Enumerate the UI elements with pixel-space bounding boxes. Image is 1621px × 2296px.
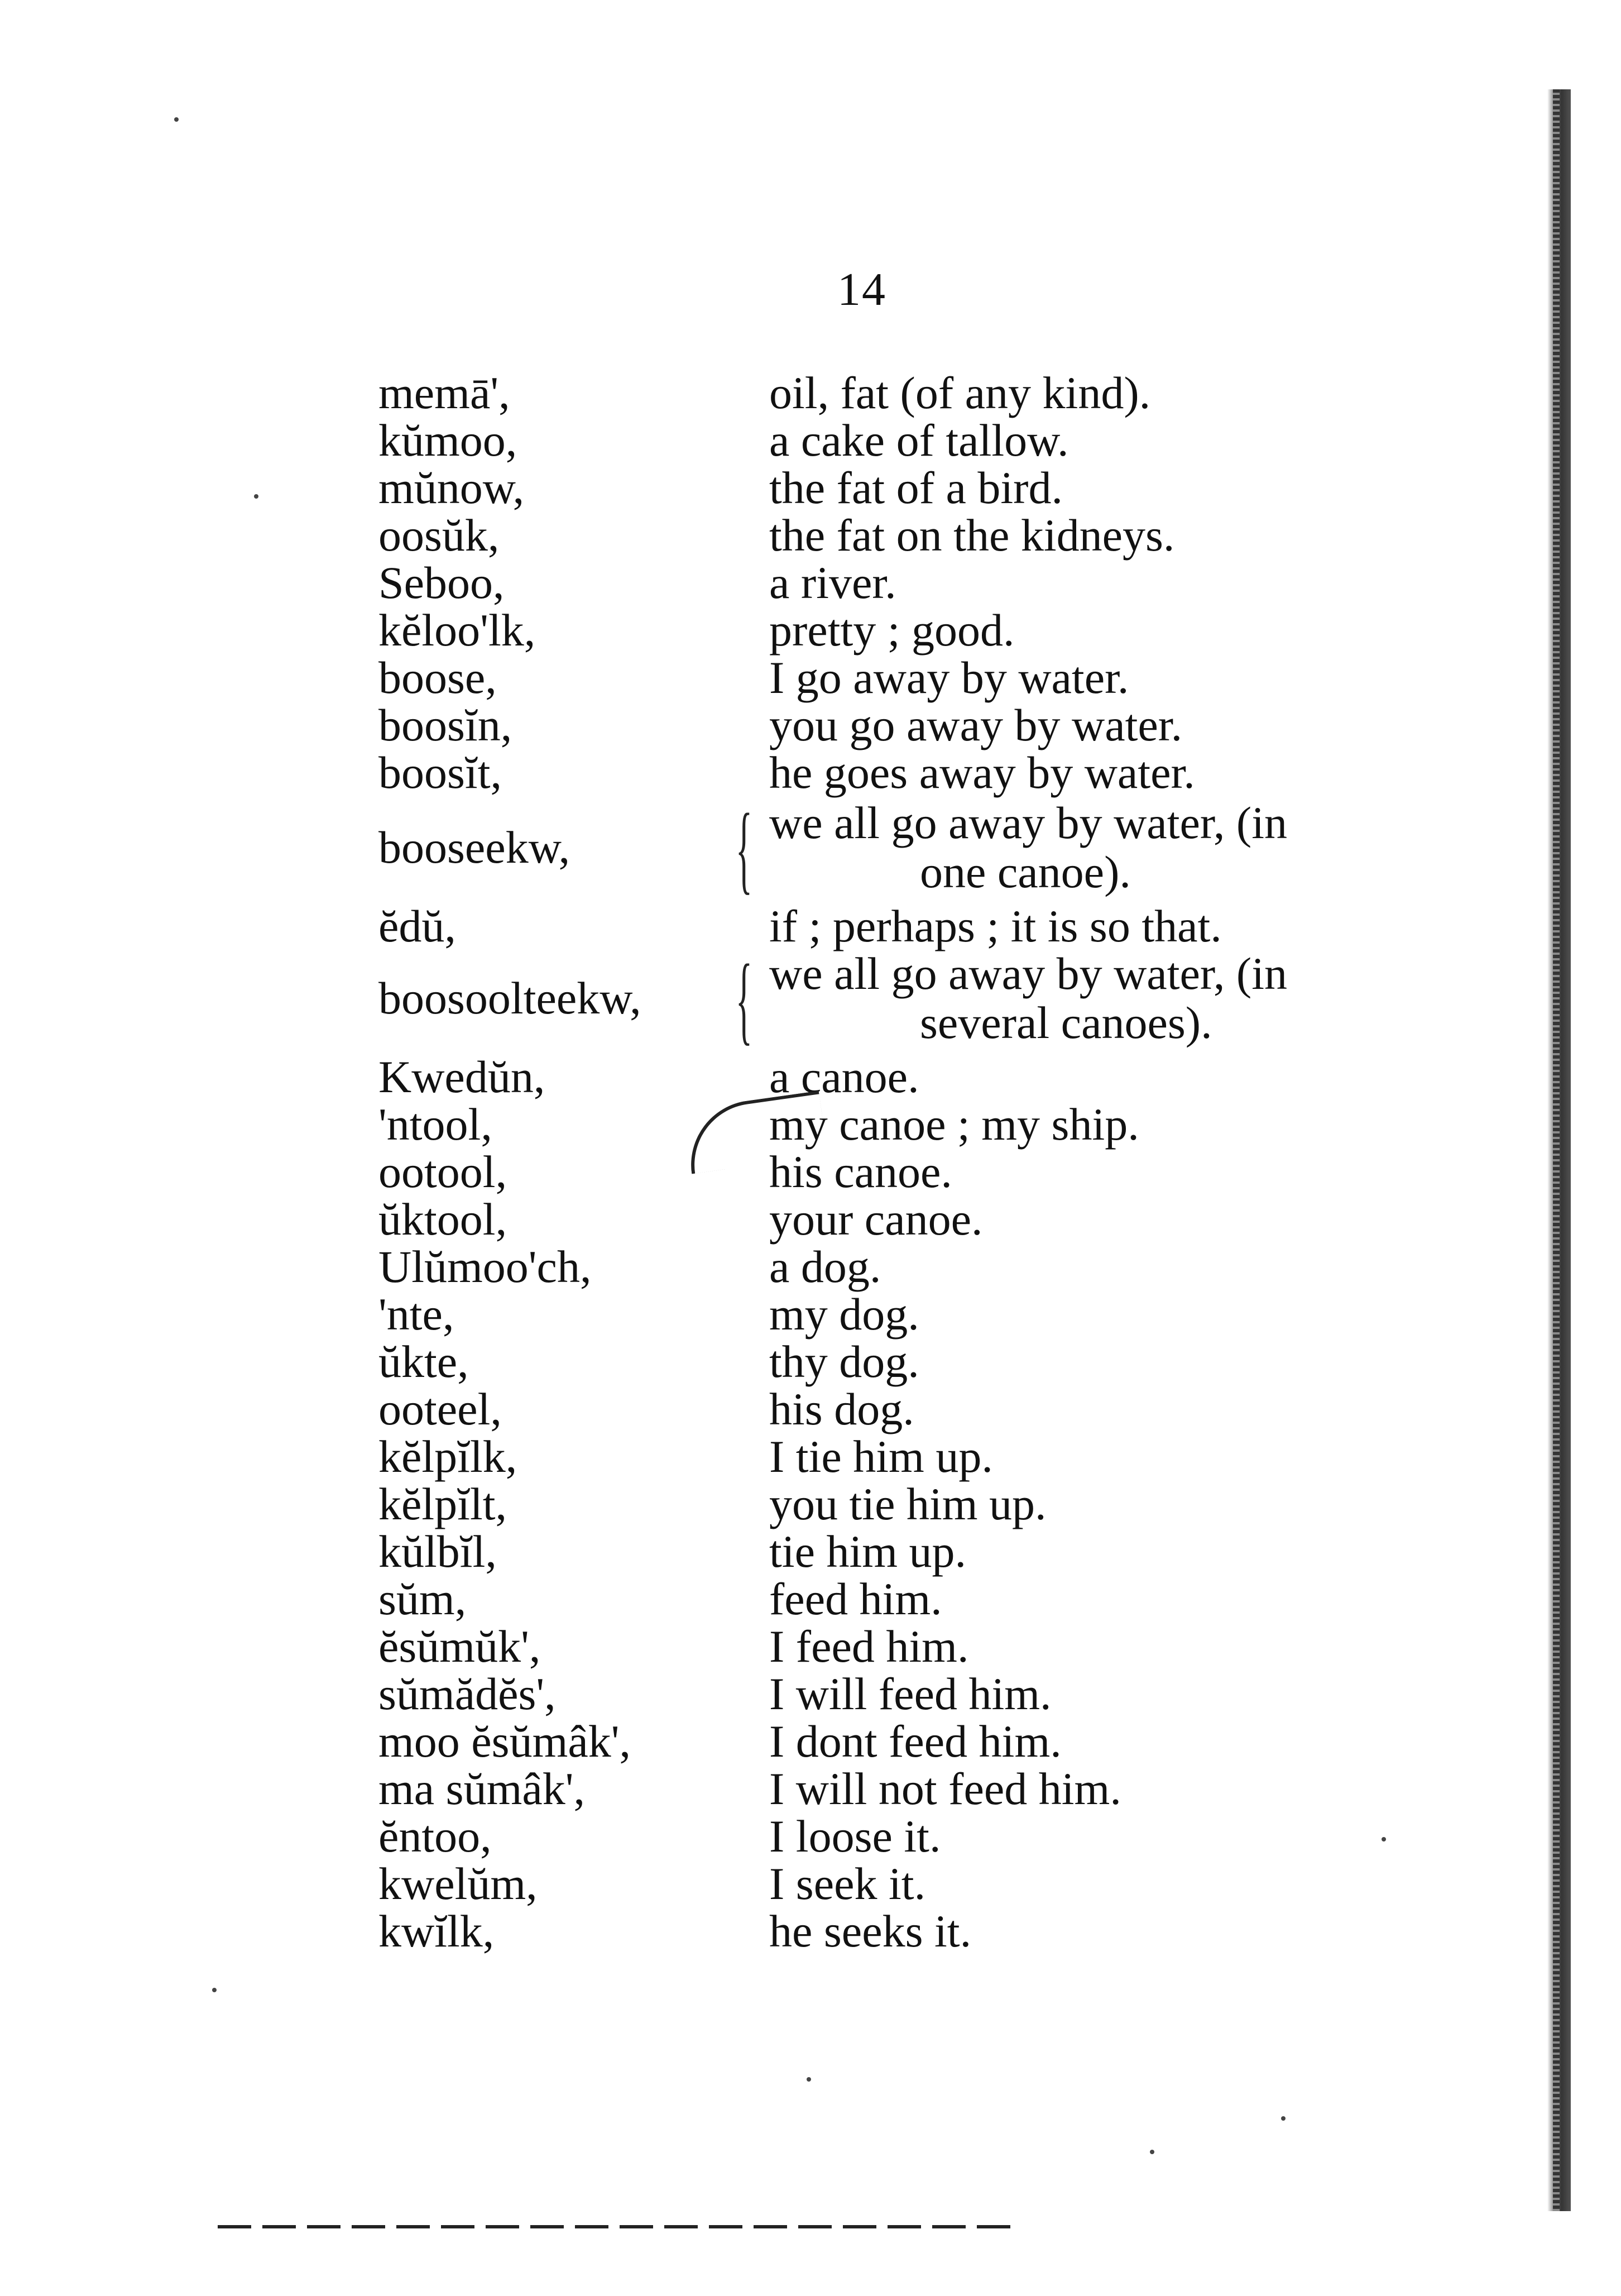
entry-gloss: your canoe. <box>769 1194 983 1245</box>
brace-mark: { <box>736 793 752 903</box>
entry-term: Kwedŭn, <box>378 1051 545 1102</box>
entry-term: boose, <box>378 652 497 703</box>
entry-term: kĕlpĭlt, <box>378 1479 507 1529</box>
entry-term: memā', <box>378 367 510 418</box>
page-edge-shadow <box>1547 89 1571 2211</box>
entry-term: ĕdŭ, <box>378 901 456 951</box>
entry-term: 'nte, <box>378 1289 454 1340</box>
entry-gloss: I will feed him. <box>769 1668 1052 1719</box>
entry-gloss: thy dog. <box>769 1336 919 1387</box>
entry-gloss: he seeks it. <box>769 1906 972 1957</box>
entry-gloss: he goes away by water. <box>769 747 1195 798</box>
entry-term: boosĭn, <box>378 700 512 750</box>
entry-gloss: a canoe. <box>769 1051 919 1102</box>
ink-speck <box>254 494 258 499</box>
entry-gloss: if ; perhaps ; it is so that. <box>769 901 1222 951</box>
entry-gloss: his dog. <box>769 1384 914 1434</box>
entry-gloss: I go away by water. <box>769 652 1129 703</box>
entry-term: ĕntoo, <box>378 1811 492 1862</box>
entry-term: oosŭk, <box>378 510 500 561</box>
entry-gloss <box>769 798 1287 897</box>
entry-term: mŭnow, <box>378 462 525 513</box>
gloss-line-1: we all go away by water, (in <box>769 797 1287 848</box>
gloss-line-1: we all go away by water, (in <box>769 948 1287 999</box>
entry-term: Seboo, <box>378 557 505 608</box>
entry-term: boosoolteekw, <box>378 973 641 1023</box>
entry-gloss: oil, fat (of any kind). <box>769 367 1151 418</box>
entry-gloss: his canoe. <box>769 1146 952 1197</box>
ink-speck <box>807 2077 811 2082</box>
gloss-line-2: one canoe). <box>920 846 1131 897</box>
entry-gloss: the fat on the kidneys. <box>769 510 1175 561</box>
entry-gloss: I tie him up. <box>769 1431 993 1482</box>
entry-term: ooteel, <box>378 1384 502 1434</box>
entry-gloss: a river. <box>769 557 896 608</box>
entry-term: ŭkte, <box>378 1336 469 1387</box>
ink-speck <box>1281 2116 1286 2121</box>
entry-term: booseekw, <box>378 822 570 873</box>
entry-gloss: I loose it. <box>769 1811 941 1862</box>
ink-speck <box>1150 2150 1154 2154</box>
ink-speck <box>1382 1837 1386 1841</box>
entry-term: kwĭlk, <box>378 1906 495 1957</box>
footer-dashed-rule <box>218 2225 1021 2228</box>
entry-gloss: feed him. <box>769 1573 942 1624</box>
entry-gloss: tie him up. <box>769 1526 967 1577</box>
entry-gloss: I will not feed him. <box>769 1763 1121 1814</box>
entry-term: kŭmoo, <box>378 415 517 466</box>
entry-gloss: I dont feed him. <box>769 1716 1062 1767</box>
entry-term: ŭktool, <box>378 1194 507 1245</box>
entry-term: 'ntool, <box>378 1099 492 1150</box>
entry-term: kŭlbĭl, <box>378 1526 497 1577</box>
entry-term: sŭm, <box>378 1573 467 1624</box>
entry-term: kwelŭm, <box>378 1858 538 1909</box>
entry-term: kĕlpĭlk, <box>378 1431 517 1482</box>
entry-term: ĕsŭmŭk', <box>378 1621 541 1672</box>
entry-gloss: pretty ; good. <box>769 605 1015 656</box>
entry-term: ma sŭmâk', <box>378 1763 586 1814</box>
entry-gloss: I feed him. <box>769 1621 969 1672</box>
entry-gloss: my dog. <box>769 1289 919 1340</box>
entry-gloss: a dog. <box>769 1241 881 1292</box>
page-number: 14 <box>837 264 886 315</box>
entry-gloss: you go away by water. <box>769 700 1183 750</box>
entry-term: kĕloo'lk, <box>378 605 536 656</box>
entry-gloss: my canoe ; my ship. <box>769 1099 1139 1150</box>
gloss-line-2: several canoes). <box>920 997 1212 1048</box>
entry-gloss: a cake of tallow. <box>769 415 1069 466</box>
entry-term: ootool, <box>378 1146 507 1197</box>
entry-gloss: you tie him up. <box>769 1479 1047 1529</box>
entry-gloss <box>769 949 1287 1047</box>
entry-term: moo ĕsŭmâk', <box>378 1716 631 1767</box>
entry-term: boosĭt, <box>378 747 502 798</box>
ink-speck <box>174 117 179 122</box>
ink-speck <box>212 1988 217 1992</box>
entry-gloss: the fat of a bird. <box>769 462 1063 513</box>
brace-mark: { <box>736 944 752 1054</box>
entry-term: sŭmădĕs', <box>378 1668 556 1719</box>
entry-term: Ulŭmoo'ch, <box>378 1241 592 1292</box>
entry-gloss: I seek it. <box>769 1858 926 1909</box>
